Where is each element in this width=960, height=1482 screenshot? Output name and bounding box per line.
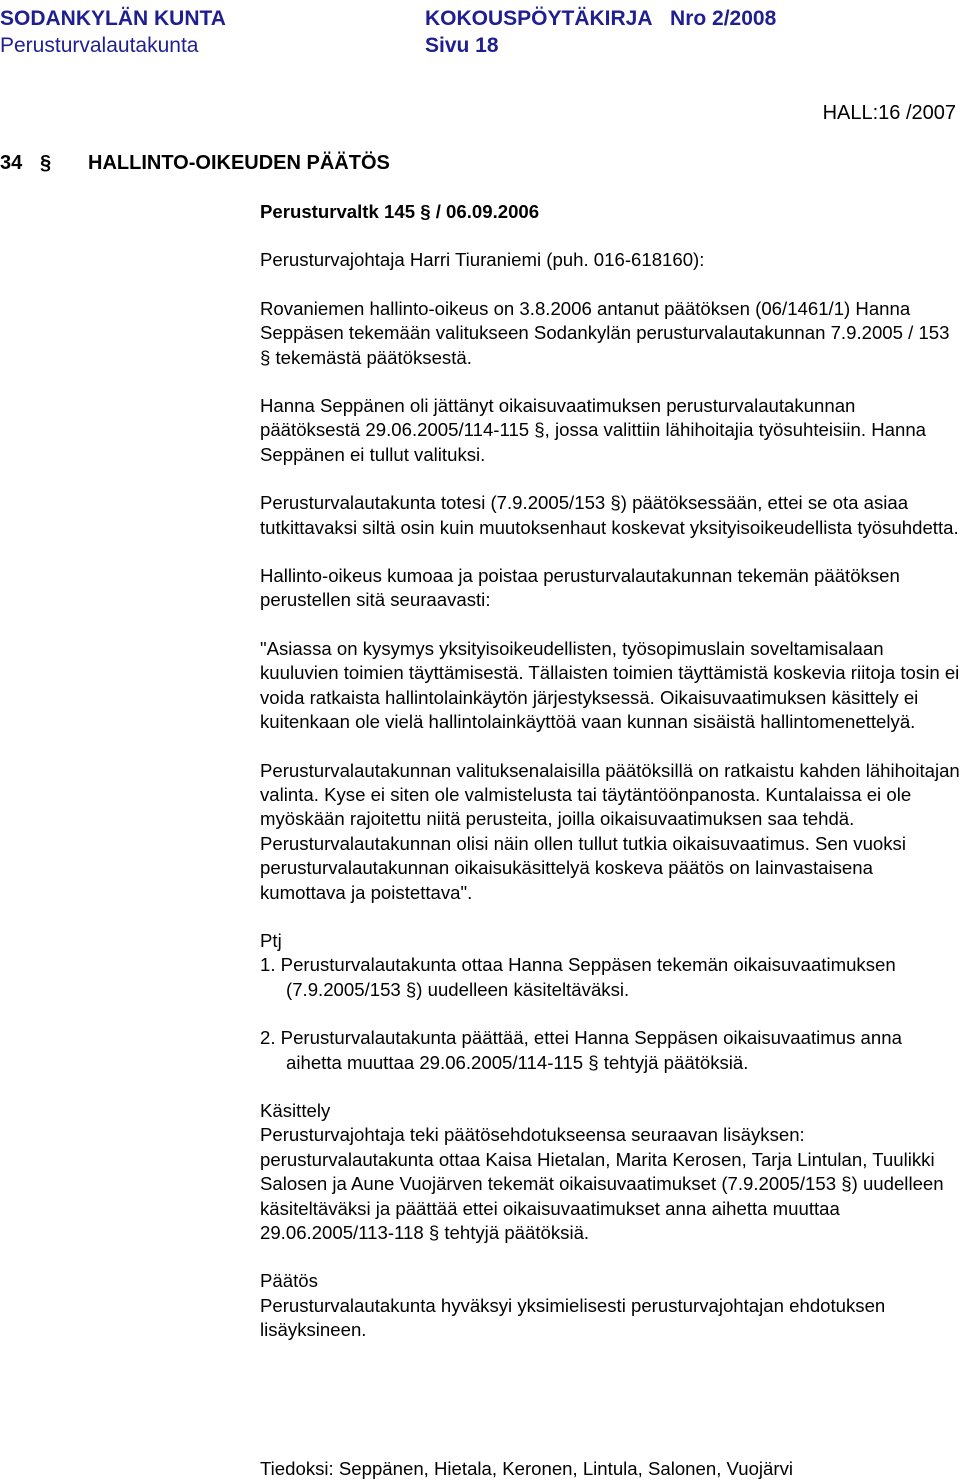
- document-number: Nro 2/2008: [670, 7, 777, 30]
- distribution-list: Tiedoksi: Seppänen, Hietala, Keronen, Lintula, Salonen, Vuojärvi: [260, 1458, 794, 1479]
- ptj-label: Ptj: [260, 929, 282, 951]
- section-number: 34: [0, 152, 23, 174]
- quote-paragraph: Perusturvalautakunnan valituksenalaisilla päätöksillä on ratkaistu kahden lähihoitajan valinta. Kyse ei siten ole valmistelusta tai täytäntöönpanosta. Kuntalaissa ei ole myöskään rajoitettu niitä perusteita, joilla oikaisuvaatimuksen saa tehdä. Perusturvalautakunnan olisi näin ollen tullut tutkia oikaisuvaatimus. Sen vuoksi perusturvalautakunnan oikaisukäsittelyä koskeva päätös on lainvastaisena kumottava ja poistettava".: [260, 759, 960, 903]
- handling-text: Perusturvajohtaja teki päätösehdotukseensa seuraavan lisäyksen: perusturvalautakunta ottaa Kaisa Hietalan, Marita Kerosen, Tarja Lintulan, Tuulikki Salosen ja Aune Vuojärven tekemät oikaisuvaatimukset (7.9.2005/153 §) uudelleen käsiteltäväksi ja päättää ettei oikaisuvaatimukset anna aihetta muuttaa 29.06.2005/113-118 § tehtyjä päätöksiä.: [260, 1124, 944, 1243]
- page-number: Sivu 18: [425, 34, 499, 57]
- paragraph: Hanna Seppänen oli jättänyt oikaisuvaatimuksen perusturvalautakunnan päätöksestä 29.06.2005/114-115 §, jossa valittiin lähihoitajia työsuhteisiin. Hanna Seppänen ei tullut valituksi.: [260, 395, 927, 465]
- paragraph: Perusturvalautakunta totesi (7.9.2005/153 §) päätöksessään, ettei se ota asiaa tutkittavaksi siltä osin kuin muutoksenhaut koskevat yksityisoikeudellista työsuhdetta.: [260, 492, 959, 538]
- meeting-reference: Perusturvaltk 145 § / 06.09.2006: [260, 201, 540, 222]
- decision-text: Perusturvalautakunta hyväksyi yksimielisesti perusturvajohtajan ehdotuksen lisäyksineen.: [260, 1294, 886, 1341]
- document-type-and-number: [425, 6, 776, 31]
- decision-label: Päätös: [260, 1270, 318, 1292]
- proposal-item: 1. Perusturvalautakunta ottaa Hanna Seppäsen tekemän oikaisuvaatimuksen (7.9.2005/153 §) uudelleen käsiteltäväksi.: [260, 954, 896, 1000]
- document-type: KOKOUSPÖYTÄKIRJA: [425, 7, 653, 30]
- section-title: HALLINTO-OIKEUDEN PÄÄTÖS: [88, 152, 390, 174]
- section-sign: §: [40, 152, 52, 174]
- section-heading: [0, 152, 390, 175]
- presenter-line: Perusturvajohtaja Harri Tiuraniemi (puh. 016-618160):: [260, 249, 705, 271]
- reference-code: HALL:16 /2007: [822, 102, 956, 124]
- paragraph: Rovaniemen hallinto-oikeus on 3.8.2006 antanut päätöksen (06/1461/1) Hanna Seppäsen tekemään valitukseen Sodankylän perusturvalautakunnan 7.9.2005 / 153 § tekemästä päätöksestä.: [260, 297, 950, 368]
- board-name: Perusturvalautakunta: [0, 34, 199, 57]
- handling-label: Käsittely: [260, 1099, 331, 1121]
- paragraph: Hallinto-oikeus kumoaa ja poistaa perusturvalautakunnan tekemän päätöksen perustellen sitä seuraavasti:: [260, 565, 900, 611]
- document-body: [260, 200, 960, 1367]
- quote-paragraph: "Asiassa on kysymys yksityisoikeudellisten, työsopimuslain soveltamisalaan kuuluvien toimien täyttämisestä. Tällaisten toimien täyttämistä koskevia riitoja tosin ei voida ratkaista hallintolainkäytön järjestyksessä. Oikaisuvaatimuksen käsittely ei kuitenkaan ole vielä hallintolainkäyttöä vaan kunnan sisäistä hallintomenettelyä.: [260, 637, 960, 733]
- page-header: [0, 2, 960, 66]
- organization-name: SODANKYLÄN KUNTA: [0, 7, 226, 30]
- proposal-item: 2. Perusturvalautakunta päättää, ettei Hanna Seppäsen oikaisuvaatimus anna aihetta muuttaa 29.06.2005/114-115 § tehtyjä päätöksiä.: [260, 1027, 902, 1073]
